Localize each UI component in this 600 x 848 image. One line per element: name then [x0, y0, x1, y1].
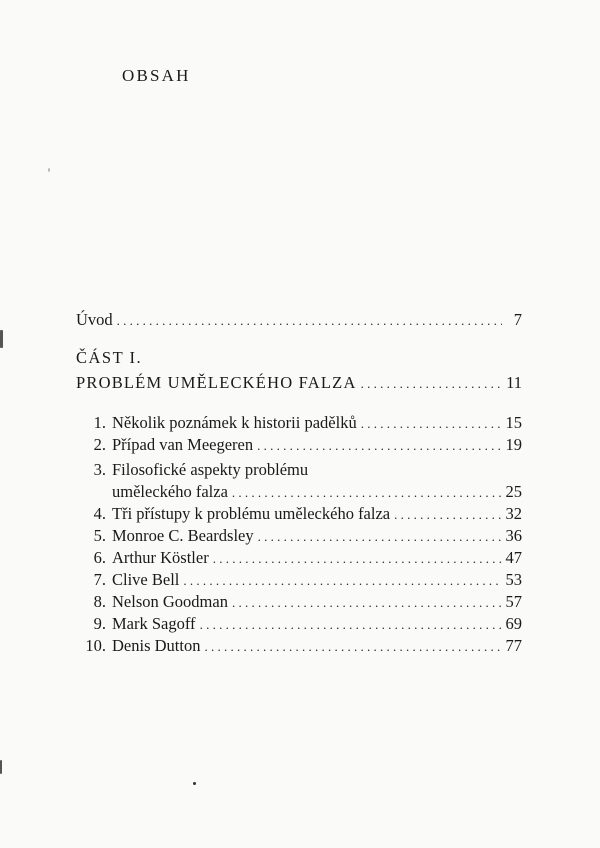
toc-entry-chapter: [76, 525, 522, 547]
toc-entry-chapter-line2: [76, 481, 522, 503]
chapter-title: Nelson Goodman: [112, 592, 228, 611]
chapter-title: Clive Bell: [112, 570, 180, 589]
toc-entry-uvod: [76, 309, 522, 331]
dot-leader: [183, 570, 501, 592]
toc-entry-chapter-line1: [76, 459, 522, 481]
chapter-title: Filosofické aspekty problému: [112, 460, 309, 479]
dot-leader: [258, 526, 502, 548]
chapter-title: Mark Sagoff: [112, 614, 196, 633]
chapter-title: Případ van Meegeren: [112, 435, 254, 454]
chapter-number: 7.: [93, 570, 106, 589]
chapter-page: 15: [505, 413, 522, 432]
chapter-number: 5.: [93, 526, 106, 545]
toc-entry-chapter: [76, 412, 522, 434]
chapter-title: Arthur Köstler: [112, 548, 209, 567]
dot-leader: [257, 435, 501, 457]
chapter-page: 36: [505, 526, 522, 545]
toc-entry-part-title: [76, 372, 522, 394]
chapter-title: Monroe C. Beardsley: [112, 526, 254, 545]
chapter-number: 3.: [93, 460, 106, 479]
toc-entry-chapter: [76, 591, 522, 613]
chapter-number: 2.: [93, 435, 106, 454]
scan-speck: [193, 782, 196, 785]
chapter-title: Tři přístupy k problému uměleckého falza: [112, 504, 391, 523]
scan-edge-mark: [0, 760, 2, 774]
dot-leader: [232, 482, 502, 504]
part-title: PROBLÉM UMĚLECKÉHO FALZA: [76, 373, 357, 392]
dot-leader: [394, 504, 501, 526]
chapter-page: 57: [505, 592, 522, 611]
scan-speck: [48, 168, 50, 172]
chapter-page: 53: [505, 570, 522, 589]
scan-edge-mark: [0, 330, 3, 348]
part-label: ČÁST I.: [76, 348, 143, 367]
dot-leader: [232, 592, 502, 614]
chapter-page: 77: [505, 636, 522, 655]
entry-page: 7: [513, 310, 522, 329]
entry-title: Úvod: [76, 310, 113, 329]
chapter-page: 47: [505, 548, 522, 567]
chapter-page: 69: [505, 614, 522, 633]
dot-leader: [204, 636, 501, 658]
chapter-page: 19: [505, 435, 522, 454]
part-page: 11: [506, 373, 522, 392]
toc-entry-chapter: [76, 434, 522, 456]
chapter-number: 8.: [93, 592, 106, 611]
toc-entry-chapter: [76, 635, 522, 657]
chapter-number: 1.: [93, 413, 106, 432]
toc-entry-chapter: [76, 613, 522, 635]
chapter-number: 9.: [93, 614, 106, 633]
dot-leader: [361, 413, 502, 435]
toc-heading: OBSAH: [122, 66, 191, 85]
chapter-number: 6.: [93, 548, 106, 567]
chapter-number: 10.: [85, 636, 106, 655]
toc-entry-chapter: [76, 503, 522, 525]
dot-leader: [213, 548, 502, 570]
dot-leader: [361, 373, 502, 395]
dot-leader: [117, 310, 502, 332]
chapter-title: Denis Dutton: [112, 636, 201, 655]
toc-entry-chapter: [76, 569, 522, 591]
chapter-page: 32: [505, 504, 522, 523]
toc-entry-chapter: [76, 547, 522, 569]
chapter-title: Několik poznámek k historii padělků: [112, 413, 357, 432]
chapter-page: 25: [505, 482, 522, 501]
chapter-number: 4.: [93, 504, 106, 523]
dot-leader: [200, 614, 502, 636]
chapter-title-continued: uměleckého falza: [112, 482, 228, 501]
